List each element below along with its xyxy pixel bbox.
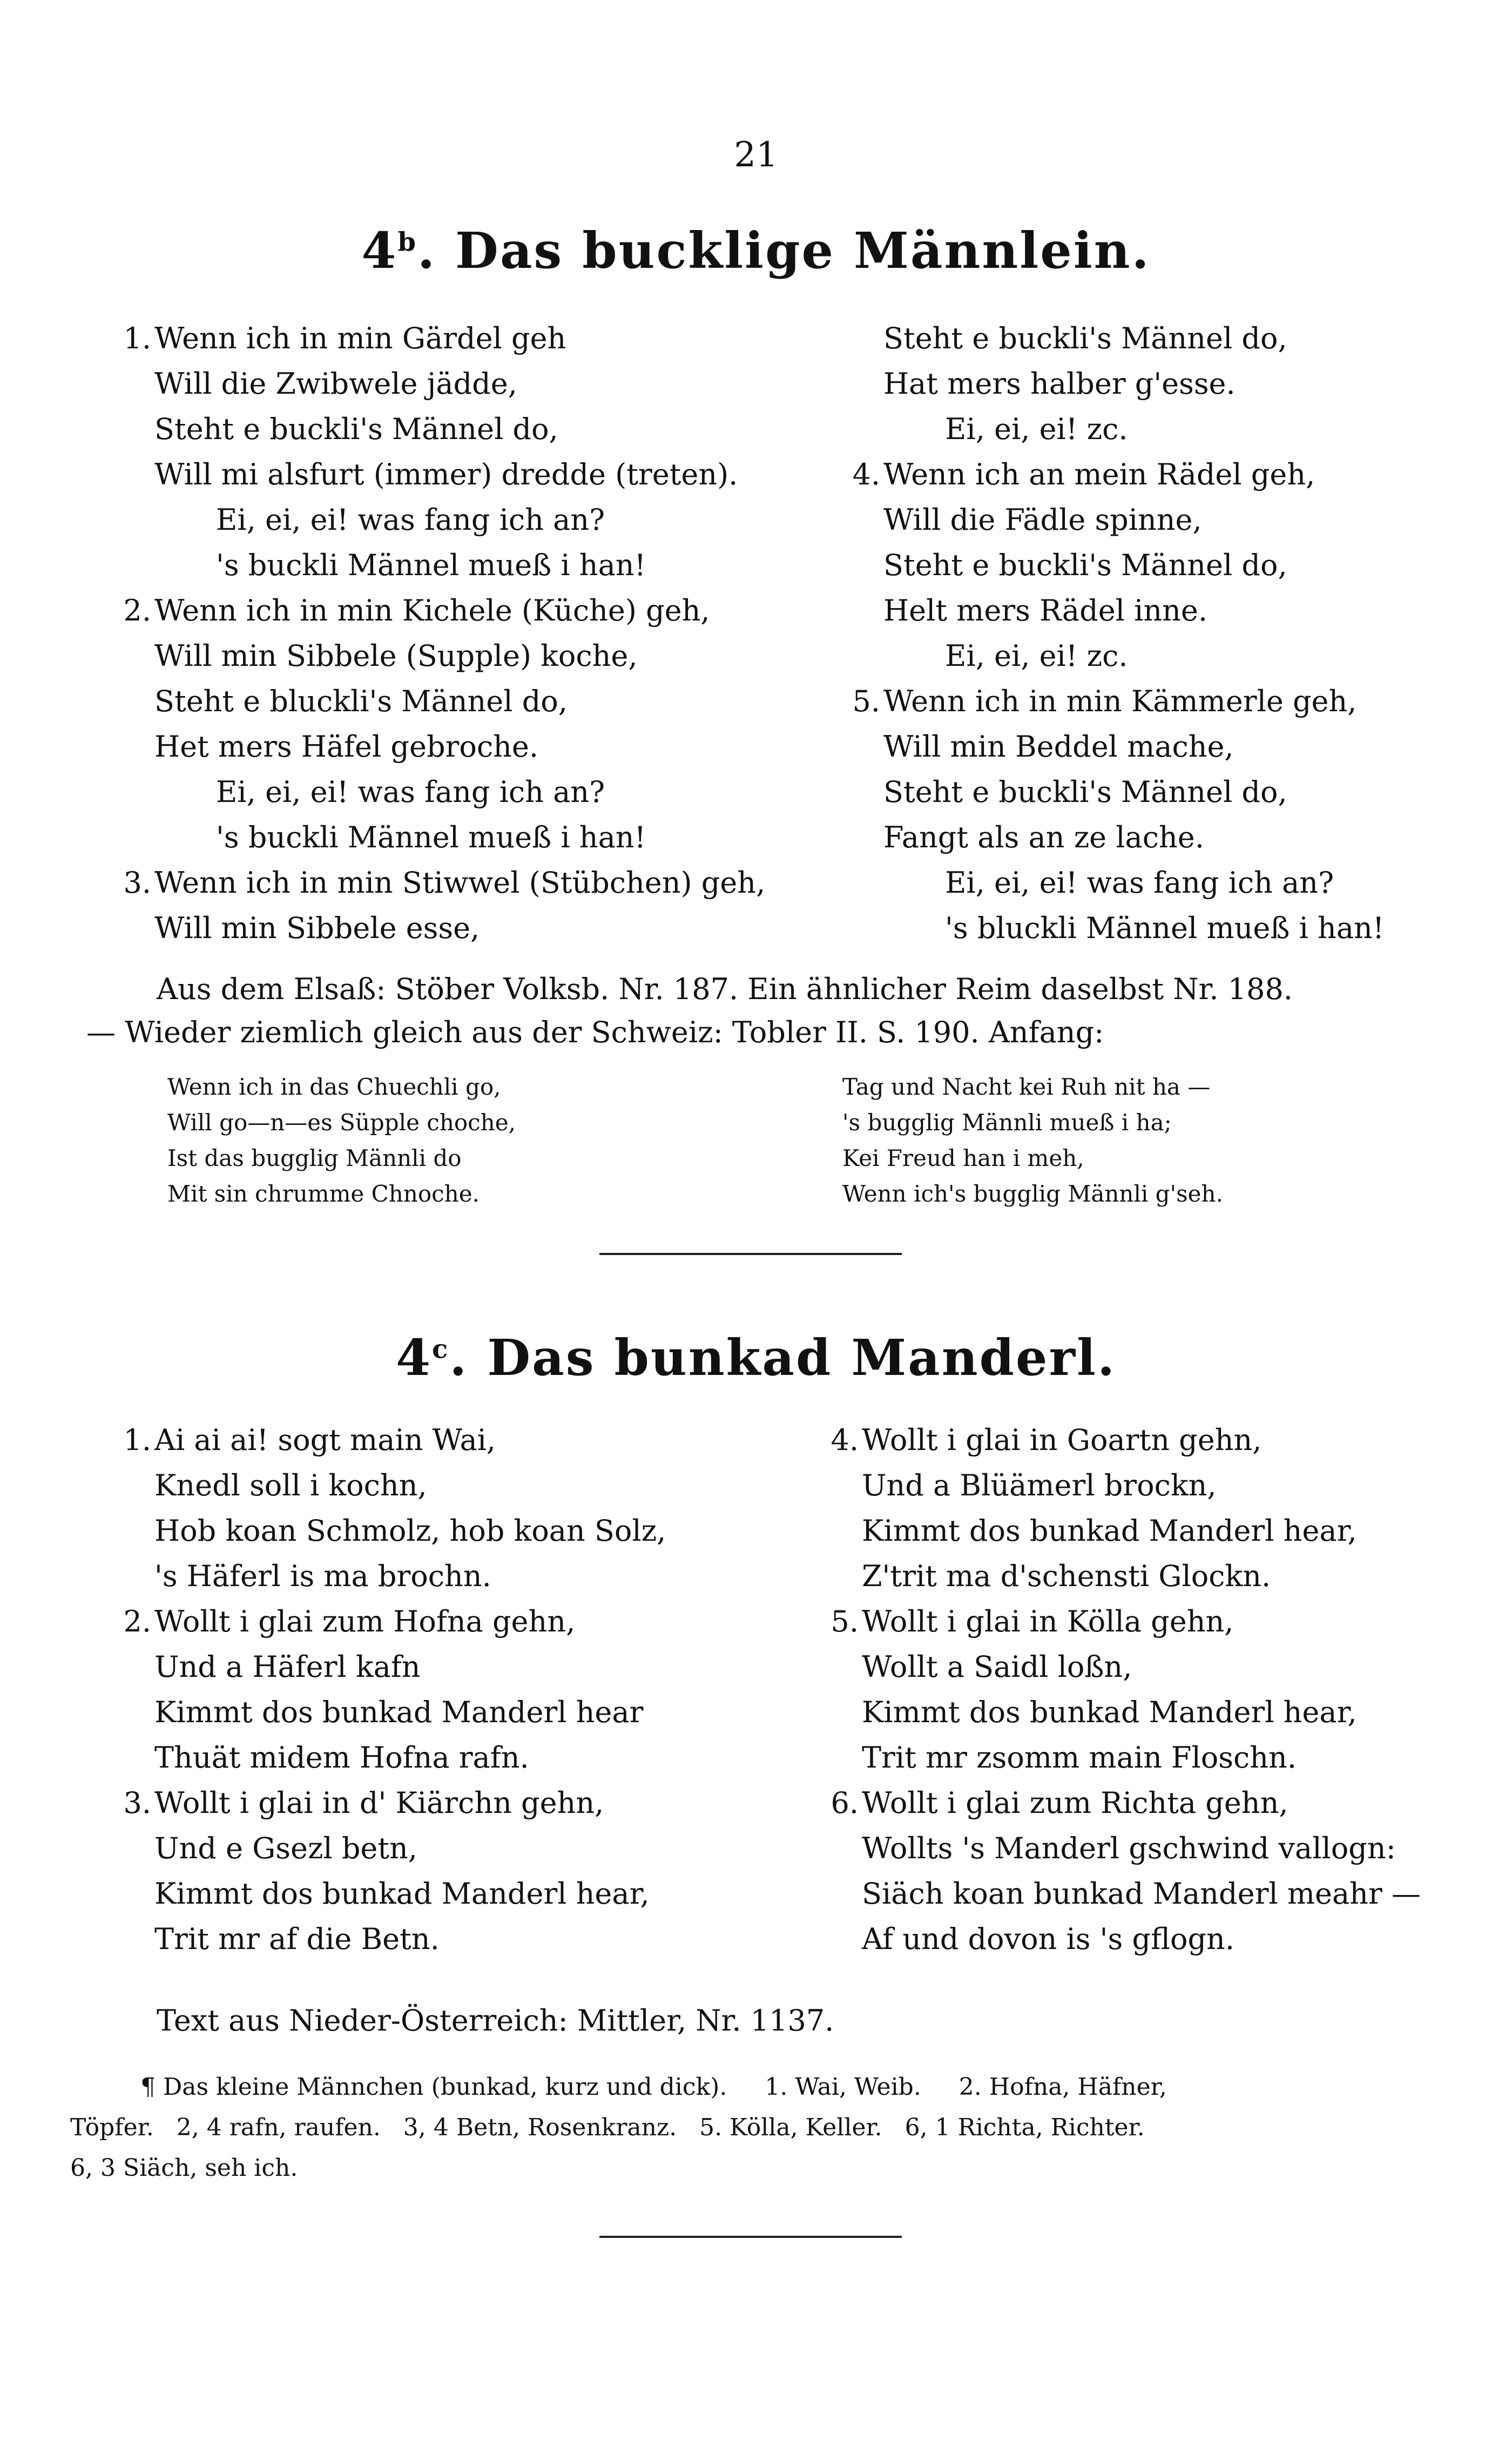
verse-line bbox=[108, 1781, 772, 1826]
footnote-line-1: ¶ Das kleine Männchen (bunkad, kurz und dick). 1. Wai, Weib. 2. Hofna, Häfner, bbox=[140, 2073, 1167, 2101]
verse-line bbox=[815, 1826, 1463, 1871]
section-c-sup: c bbox=[432, 1334, 450, 1365]
quote-line: Will go—n—es Süpple choche, bbox=[167, 1109, 516, 1136]
verse-text: Knedl soll i kochn, bbox=[154, 1468, 427, 1502]
verse-text: Hob koan Schmolz, hob koan Solz, bbox=[154, 1514, 666, 1548]
verse-line bbox=[837, 452, 1458, 497]
verse-text: Wollt i glai in Goartn gehn, bbox=[862, 1423, 1262, 1457]
verse-text: Wenn ich an mein Rädel geh, bbox=[883, 457, 1315, 491]
divider-rule bbox=[599, 1253, 902, 1255]
verse-line bbox=[815, 1644, 1463, 1690]
verse-text: Wenn ich in min Kichele (Küche) geh, bbox=[154, 594, 710, 628]
verse-text: Z'trit ma d'schensti Glockn. bbox=[862, 1559, 1271, 1593]
verse-line bbox=[108, 361, 772, 407]
verse-line bbox=[837, 679, 1458, 724]
verse-line bbox=[837, 815, 1458, 860]
verse-line bbox=[108, 1508, 772, 1554]
verse-text: Will die Fädle spinne, bbox=[883, 503, 1202, 537]
verse-text: Kimmt dos bunkad Manderl hear, bbox=[862, 1514, 1357, 1548]
verse-line bbox=[108, 1463, 772, 1508]
verse-line bbox=[837, 724, 1458, 770]
verse-line bbox=[815, 1735, 1463, 1781]
verse-text: Wollt i glai zum Richta gehn, bbox=[862, 1786, 1288, 1820]
verse-text: Will min Sibbele (Supple) koche, bbox=[154, 639, 638, 673]
quote-line: Wenn ich's bugglig Männli g'seh. bbox=[842, 1181, 1223, 1207]
section-c-right-column bbox=[815, 1418, 1463, 1962]
section-c-number: 4 bbox=[396, 1328, 433, 1387]
verse-line bbox=[108, 316, 772, 361]
verse-text: Will min Sibbele esse, bbox=[154, 911, 480, 945]
verse-line bbox=[108, 1826, 772, 1871]
verse-text: Wollt i glai in d' Kiärchn gehn, bbox=[154, 1786, 604, 1820]
verse-text: Steht e buckli's Männel do, bbox=[883, 321, 1287, 355]
section-b-number: 4 bbox=[361, 221, 398, 280]
verse-text: 's bluckli Männel mueß i han! bbox=[945, 911, 1385, 945]
verse-number: 2. bbox=[123, 1604, 151, 1638]
verse-line bbox=[837, 906, 1458, 951]
verse-text: 's buckli Männel mueß i han! bbox=[216, 548, 646, 582]
verse-text: Wollt a Saidl loßn, bbox=[862, 1650, 1132, 1684]
verse-text: Kimmt dos bunkad Manderl hear, bbox=[154, 1877, 650, 1911]
verse-number: 5. bbox=[831, 1604, 859, 1638]
quote-line: Tag und Nacht kei Ruh nit ha — bbox=[842, 1074, 1211, 1100]
verse-line bbox=[108, 1917, 772, 1962]
verse-line bbox=[815, 1917, 1463, 1962]
verse-line bbox=[815, 1871, 1463, 1917]
verse-text: Ai ai ai! sogt main Wai, bbox=[154, 1423, 496, 1457]
verse-text: Kimmt dos bunkad Manderl hear, bbox=[862, 1695, 1357, 1729]
verse-text: Het mers Häfel gebroche. bbox=[154, 730, 538, 764]
verse-text: Steht e buckli's Männel do, bbox=[883, 775, 1287, 809]
verse-line bbox=[108, 1690, 772, 1735]
verse-line bbox=[108, 860, 772, 906]
verse-text: Und a Blüämerl brockn, bbox=[862, 1468, 1217, 1502]
verse-line bbox=[108, 1599, 772, 1644]
verse-text: Hat mers halber g'esse. bbox=[883, 367, 1236, 401]
page-number: 21 bbox=[734, 135, 778, 175]
verse-line bbox=[815, 1599, 1463, 1644]
verse-text: Wenn ich in min Gärdel geh bbox=[154, 321, 566, 355]
footnote-line-2: Töpfer. 2, 4 rafn, raufen. 3, 4 Betn, Rosenkranz. 5. Kölla, Keller. 6, 1 Richta, Richter. bbox=[70, 2114, 1145, 2141]
verse-line bbox=[837, 860, 1458, 906]
verse-line bbox=[108, 1644, 772, 1690]
verse-text: Ei, ei, ei! was fang ich an? bbox=[216, 503, 605, 537]
verse-number: 3. bbox=[123, 1786, 151, 1820]
quote-line: Mit sin chrumme Chnoche. bbox=[167, 1181, 480, 1207]
section-c-title: Das bunkad Manderl. bbox=[487, 1328, 1116, 1387]
section-c-heading: 4$^c$. Das bunkad Manderl. bbox=[396, 1328, 1116, 1387]
verse-text: 's buckli Männel mueß i han! bbox=[216, 820, 646, 854]
section-c-left-column bbox=[108, 1418, 772, 1962]
section-b-quote-left bbox=[167, 1069, 516, 1212]
verse-line bbox=[837, 316, 1458, 361]
verse-number: 1. bbox=[123, 321, 151, 355]
verse-text: Ei, ei, ei! zc. bbox=[945, 412, 1128, 446]
verse-text: Ei, ei, ei! was fang ich an? bbox=[216, 775, 605, 809]
verse-line bbox=[108, 906, 772, 951]
verse-line bbox=[108, 1871, 772, 1917]
verse-line bbox=[108, 724, 772, 770]
section-b-heading: 4$^b$. Das bucklige Männlein. bbox=[361, 221, 1151, 280]
verse-text: Steht e bluckli's Männel do, bbox=[154, 684, 568, 718]
verse-line bbox=[108, 679, 772, 724]
section-b-sup: b bbox=[397, 227, 417, 258]
quote-line: 's bugglig Männli mueß i ha; bbox=[842, 1109, 1172, 1136]
verse-line bbox=[837, 588, 1458, 633]
verse-number: 2. bbox=[123, 594, 151, 628]
verse-text: Steht e buckli's Männel do, bbox=[154, 412, 558, 446]
verse-line bbox=[108, 633, 772, 679]
verse-number: 4. bbox=[852, 457, 880, 491]
verse-number: 4. bbox=[831, 1423, 859, 1457]
verse-line bbox=[837, 497, 1458, 543]
verse-text: Af und dovon is 's gflogn. bbox=[862, 1922, 1235, 1956]
verse-line bbox=[837, 407, 1458, 452]
section-c-source: Text aus Nieder-Österreich: Mittler, Nr. 1137. bbox=[157, 2004, 834, 2038]
section-b-left-column bbox=[108, 316, 772, 951]
verse-line bbox=[815, 1418, 1463, 1463]
quote-line: Wenn ich in das Chuechli go, bbox=[167, 1074, 501, 1100]
quote-line: Ist das bugglig Männli do bbox=[167, 1145, 462, 1171]
verse-text: Trit mr zsomm main Floschn. bbox=[862, 1741, 1297, 1775]
verse-text: Ei, ei, ei! was fang ich an? bbox=[945, 866, 1334, 900]
verse-text: Will mi alsfurt (immer) dredde (treten). bbox=[154, 457, 738, 491]
verse-text: 's Häferl is ma brochn. bbox=[154, 1559, 491, 1593]
section-b-quote-right bbox=[842, 1069, 1223, 1212]
verse-text: Thuät midem Hofna rafn. bbox=[154, 1741, 529, 1775]
verse-line bbox=[108, 588, 772, 633]
footnote-line-3: 6, 3 Siäch, seh ich. bbox=[70, 2154, 298, 2182]
verse-text: Trit mr af die Betn. bbox=[154, 1922, 440, 1956]
verse-line bbox=[108, 815, 772, 860]
verse-line bbox=[815, 1554, 1463, 1599]
verse-number: 5. bbox=[852, 684, 880, 718]
verse-line bbox=[837, 770, 1458, 815]
section-b-source-line-1: Aus dem Elsaß: Stöber Volksb. Nr. 187. Ein ähnlicher Reim daselbst Nr. 188. bbox=[157, 972, 1293, 1006]
verse-line bbox=[837, 543, 1458, 588]
verse-text: Ei, ei, ei! zc. bbox=[945, 639, 1128, 673]
verse-text: Wollts 's Manderl gschwind vallogn: bbox=[862, 1831, 1396, 1865]
verse-line bbox=[108, 407, 772, 452]
verse-text: Und a Häferl kafn bbox=[154, 1650, 421, 1684]
verse-text: Wollt i glai in Kölla gehn, bbox=[862, 1604, 1234, 1638]
verse-text: Siäch koan bunkad Manderl meahr — bbox=[862, 1877, 1421, 1911]
verse-text: Helt mers Rädel inne. bbox=[883, 594, 1208, 628]
verse-text: Wenn ich in min Kämmerle geh, bbox=[883, 684, 1357, 718]
verse-text: Fangt als an ze lache. bbox=[883, 820, 1204, 854]
verse-line bbox=[815, 1690, 1463, 1735]
section-b-right-column bbox=[837, 316, 1458, 951]
verse-line bbox=[837, 361, 1458, 407]
verse-number: 6. bbox=[831, 1786, 859, 1820]
verse-number: 3. bbox=[123, 866, 151, 900]
verse-text: Wenn ich in min Stiwwel (Stübchen) geh, bbox=[154, 866, 766, 900]
verse-line bbox=[108, 1735, 772, 1781]
quote-line: Kei Freud han i meh, bbox=[842, 1145, 1084, 1171]
verse-text: Kimmt dos bunkad Manderl hear bbox=[154, 1695, 644, 1729]
verse-line bbox=[815, 1781, 1463, 1826]
verse-line bbox=[815, 1463, 1463, 1508]
verse-line bbox=[837, 633, 1458, 679]
verse-line bbox=[108, 497, 772, 543]
section-b-source-line-2: — Wieder ziemlich gleich aus der Schweiz: Tobler II. S. 190. Anfang: bbox=[86, 1015, 1104, 1049]
verse-line bbox=[108, 1554, 772, 1599]
verse-text: Und e Gsezl betn, bbox=[154, 1831, 418, 1865]
verse-text: Will min Beddel mache, bbox=[883, 730, 1234, 764]
verse-line bbox=[108, 452, 772, 497]
verse-line bbox=[108, 770, 772, 815]
verse-text: Steht e buckli's Männel do, bbox=[883, 548, 1287, 582]
verse-text: Will die Zwibwele jädde, bbox=[154, 367, 517, 401]
verse-line bbox=[108, 543, 772, 588]
verse-number: 1. bbox=[123, 1423, 151, 1457]
divider-rule-bottom bbox=[599, 2236, 902, 2238]
verse-line bbox=[815, 1508, 1463, 1554]
section-b-title: Das bucklige Männlein. bbox=[455, 221, 1151, 280]
verse-line bbox=[108, 1418, 772, 1463]
verse-text: Wollt i glai zum Hofna gehn, bbox=[154, 1604, 576, 1638]
